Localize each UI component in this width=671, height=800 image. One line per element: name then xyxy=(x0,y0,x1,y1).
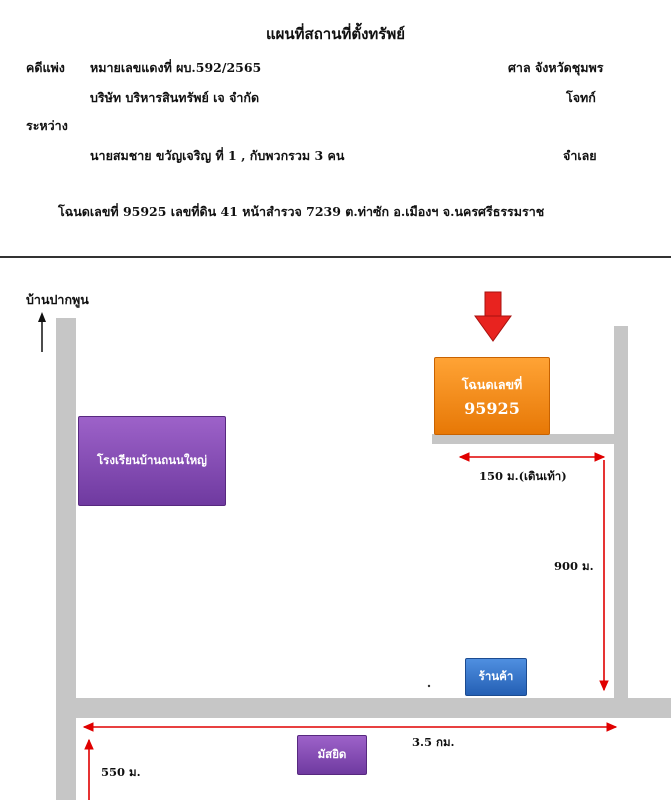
defendant-name: นายสมชาย ขวัญเจริญ ที่ 1 , กับพวกรวม 3 คน xyxy=(90,148,345,163)
property-number: 95925 xyxy=(464,398,520,418)
plaintiff-role: โจทก์ xyxy=(566,90,596,105)
deed-info: โฉนดเลขที่ 95925 เลขที่ดิน 41 หน้าสำรวจ 7239 ต.ท่าซัก อ.เมืองฯ จ.นครศรีธรรมราช xyxy=(58,204,545,219)
school-landmark: โรงเรียนบ้านถนนใหญ่ xyxy=(78,416,226,506)
dimension-3-5km xyxy=(84,723,616,731)
between-label: ระหว่าง xyxy=(26,118,68,133)
north-destination-label: บ้านปากพูน xyxy=(26,292,89,307)
distance-900m-label: 900 ม. xyxy=(554,559,594,573)
dimension-550m xyxy=(85,740,93,800)
shop-landmark: ร้านค้า xyxy=(465,658,527,696)
distance-150m-label: 150 ม.(เดินเท้า) xyxy=(479,469,567,483)
case-number: หมายเลขแดงที่ ผบ.592/2565 xyxy=(90,60,262,75)
defendant-role: จำเลย xyxy=(563,148,597,163)
property-pointer-arrow-icon xyxy=(475,292,511,341)
court-name: ศาล จังหวัดชุมพร xyxy=(508,60,604,75)
north-arrow-icon xyxy=(38,312,46,352)
property-label: โฉนดเลขที่ xyxy=(461,376,523,392)
case-label: คดีแพ่ง xyxy=(26,60,65,75)
map-title: แผนที่สถานที่ตั้งทรัพย์ xyxy=(265,25,406,43)
distance-3-5km-label: 3.5 กม. xyxy=(412,735,455,749)
distance-550m-label: 550 ม. xyxy=(101,765,141,779)
plaintiff-name: บริษัท บริหารสินทรัพย์ เจ จำกัด xyxy=(90,90,260,105)
mosque-landmark: มัสยิด xyxy=(297,735,367,775)
dimension-900m xyxy=(600,460,608,690)
dimension-150m xyxy=(460,453,604,461)
